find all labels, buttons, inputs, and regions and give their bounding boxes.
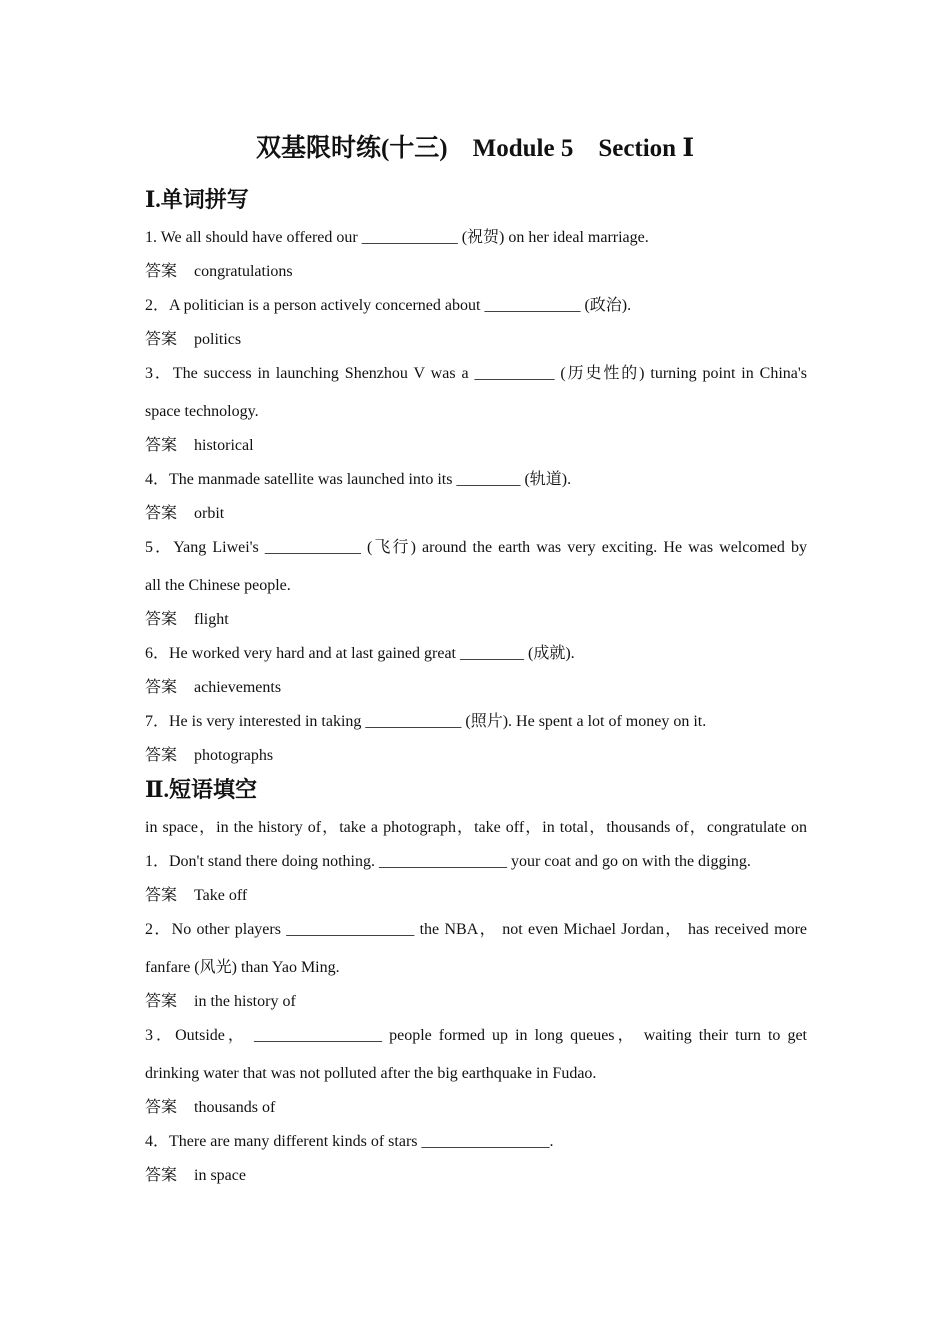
question-line: 2．A politician is a person actively concerned about ____________ (政治). (145, 297, 632, 314)
answer-text: achievements (194, 679, 282, 696)
question-line: 7．He is very interested in taking ____________ (照片). He spent a lot of money on it. (145, 713, 707, 730)
answer-text: flight (194, 611, 229, 628)
answer-label: 答案 (145, 679, 178, 696)
answer-line (145, 991, 807, 1013)
question-line: 4．There are many different kinds of stars ________________. (145, 1133, 554, 1150)
answer-text: politics (194, 331, 242, 348)
section-heading-word-spelling: Ⅰ.单词拼写 (145, 187, 249, 212)
answer-line (145, 261, 807, 283)
answer-label: 答案 (145, 887, 178, 904)
answer-label: 答案 (145, 263, 178, 280)
question-line: 1. We all should have offered our ____________ (祝贺) on her ideal marriage. (145, 229, 649, 246)
answer-label: 答案 (145, 331, 178, 348)
question-line-continued: drinking water that was not polluted after the big earthquake in Fudao. (145, 1065, 597, 1082)
answer-line (145, 329, 807, 351)
answer-line (145, 745, 807, 767)
answer-label: 答案 (145, 1167, 178, 1184)
question-line: 6．He worked very hard and at last gained great ________ (成就). (145, 645, 575, 662)
question-line: 3．The success in launching Shenzhou V was a __________ (历史性的) turning point in China's (145, 365, 807, 382)
answer-line (145, 885, 807, 907)
question-line: 2．No other players ________________ the NBA， not even Michael Jordan， has received more (145, 921, 807, 938)
answer-line (145, 609, 807, 631)
answer-text: thousands of (194, 1099, 276, 1116)
question-line-continued: all the Chinese people. (145, 577, 291, 594)
answer-text: in the history of (194, 993, 296, 1010)
question-line-continued: space technology. (145, 403, 259, 420)
answer-text: photographs (194, 747, 274, 764)
page-title: 双基限时练(十三) Module 5 Section Ⅰ (255, 135, 695, 162)
question-line: 4．The manmade satellite was launched into its ________ (轨道). (145, 471, 572, 488)
answer-label: 答案 (145, 1099, 178, 1116)
answer-label: 答案 (145, 993, 178, 1010)
answer-label: 答案 (145, 611, 178, 628)
answer-line (145, 677, 807, 699)
answer-line (145, 1097, 807, 1119)
answer-line (145, 503, 807, 525)
answer-text: congratulations (194, 263, 293, 280)
answer-label: 答案 (145, 747, 178, 764)
question-line: 1．Don't stand there doing nothing. ________________ your coat and go on with the digging. (145, 853, 751, 870)
section-heading-phrase-fill: Ⅱ.短语填空 (145, 777, 258, 802)
question-line-continued: fanfare (风光) than Yao Ming. (145, 959, 340, 976)
answer-text: Take off (194, 887, 248, 904)
question-line: 5．Yang Liwei's ____________ (飞行) around the earth was very exciting. He was welcomed by (145, 539, 807, 556)
answer-line (145, 435, 807, 457)
question-line: 3．Outside， ________________ people formed up in long queues， waiting their turn to get (145, 1027, 807, 1044)
answer-text: orbit (194, 505, 225, 522)
phrase-bank: in space，in the history of，take a photograph，take off，in total，thousands of，congratulate on (145, 819, 807, 836)
answer-line (145, 1165, 807, 1187)
answer-label: 答案 (145, 437, 178, 454)
answer-text: historical (194, 437, 254, 454)
answer-text: in space (194, 1167, 246, 1184)
answer-label: 答案 (145, 505, 178, 522)
